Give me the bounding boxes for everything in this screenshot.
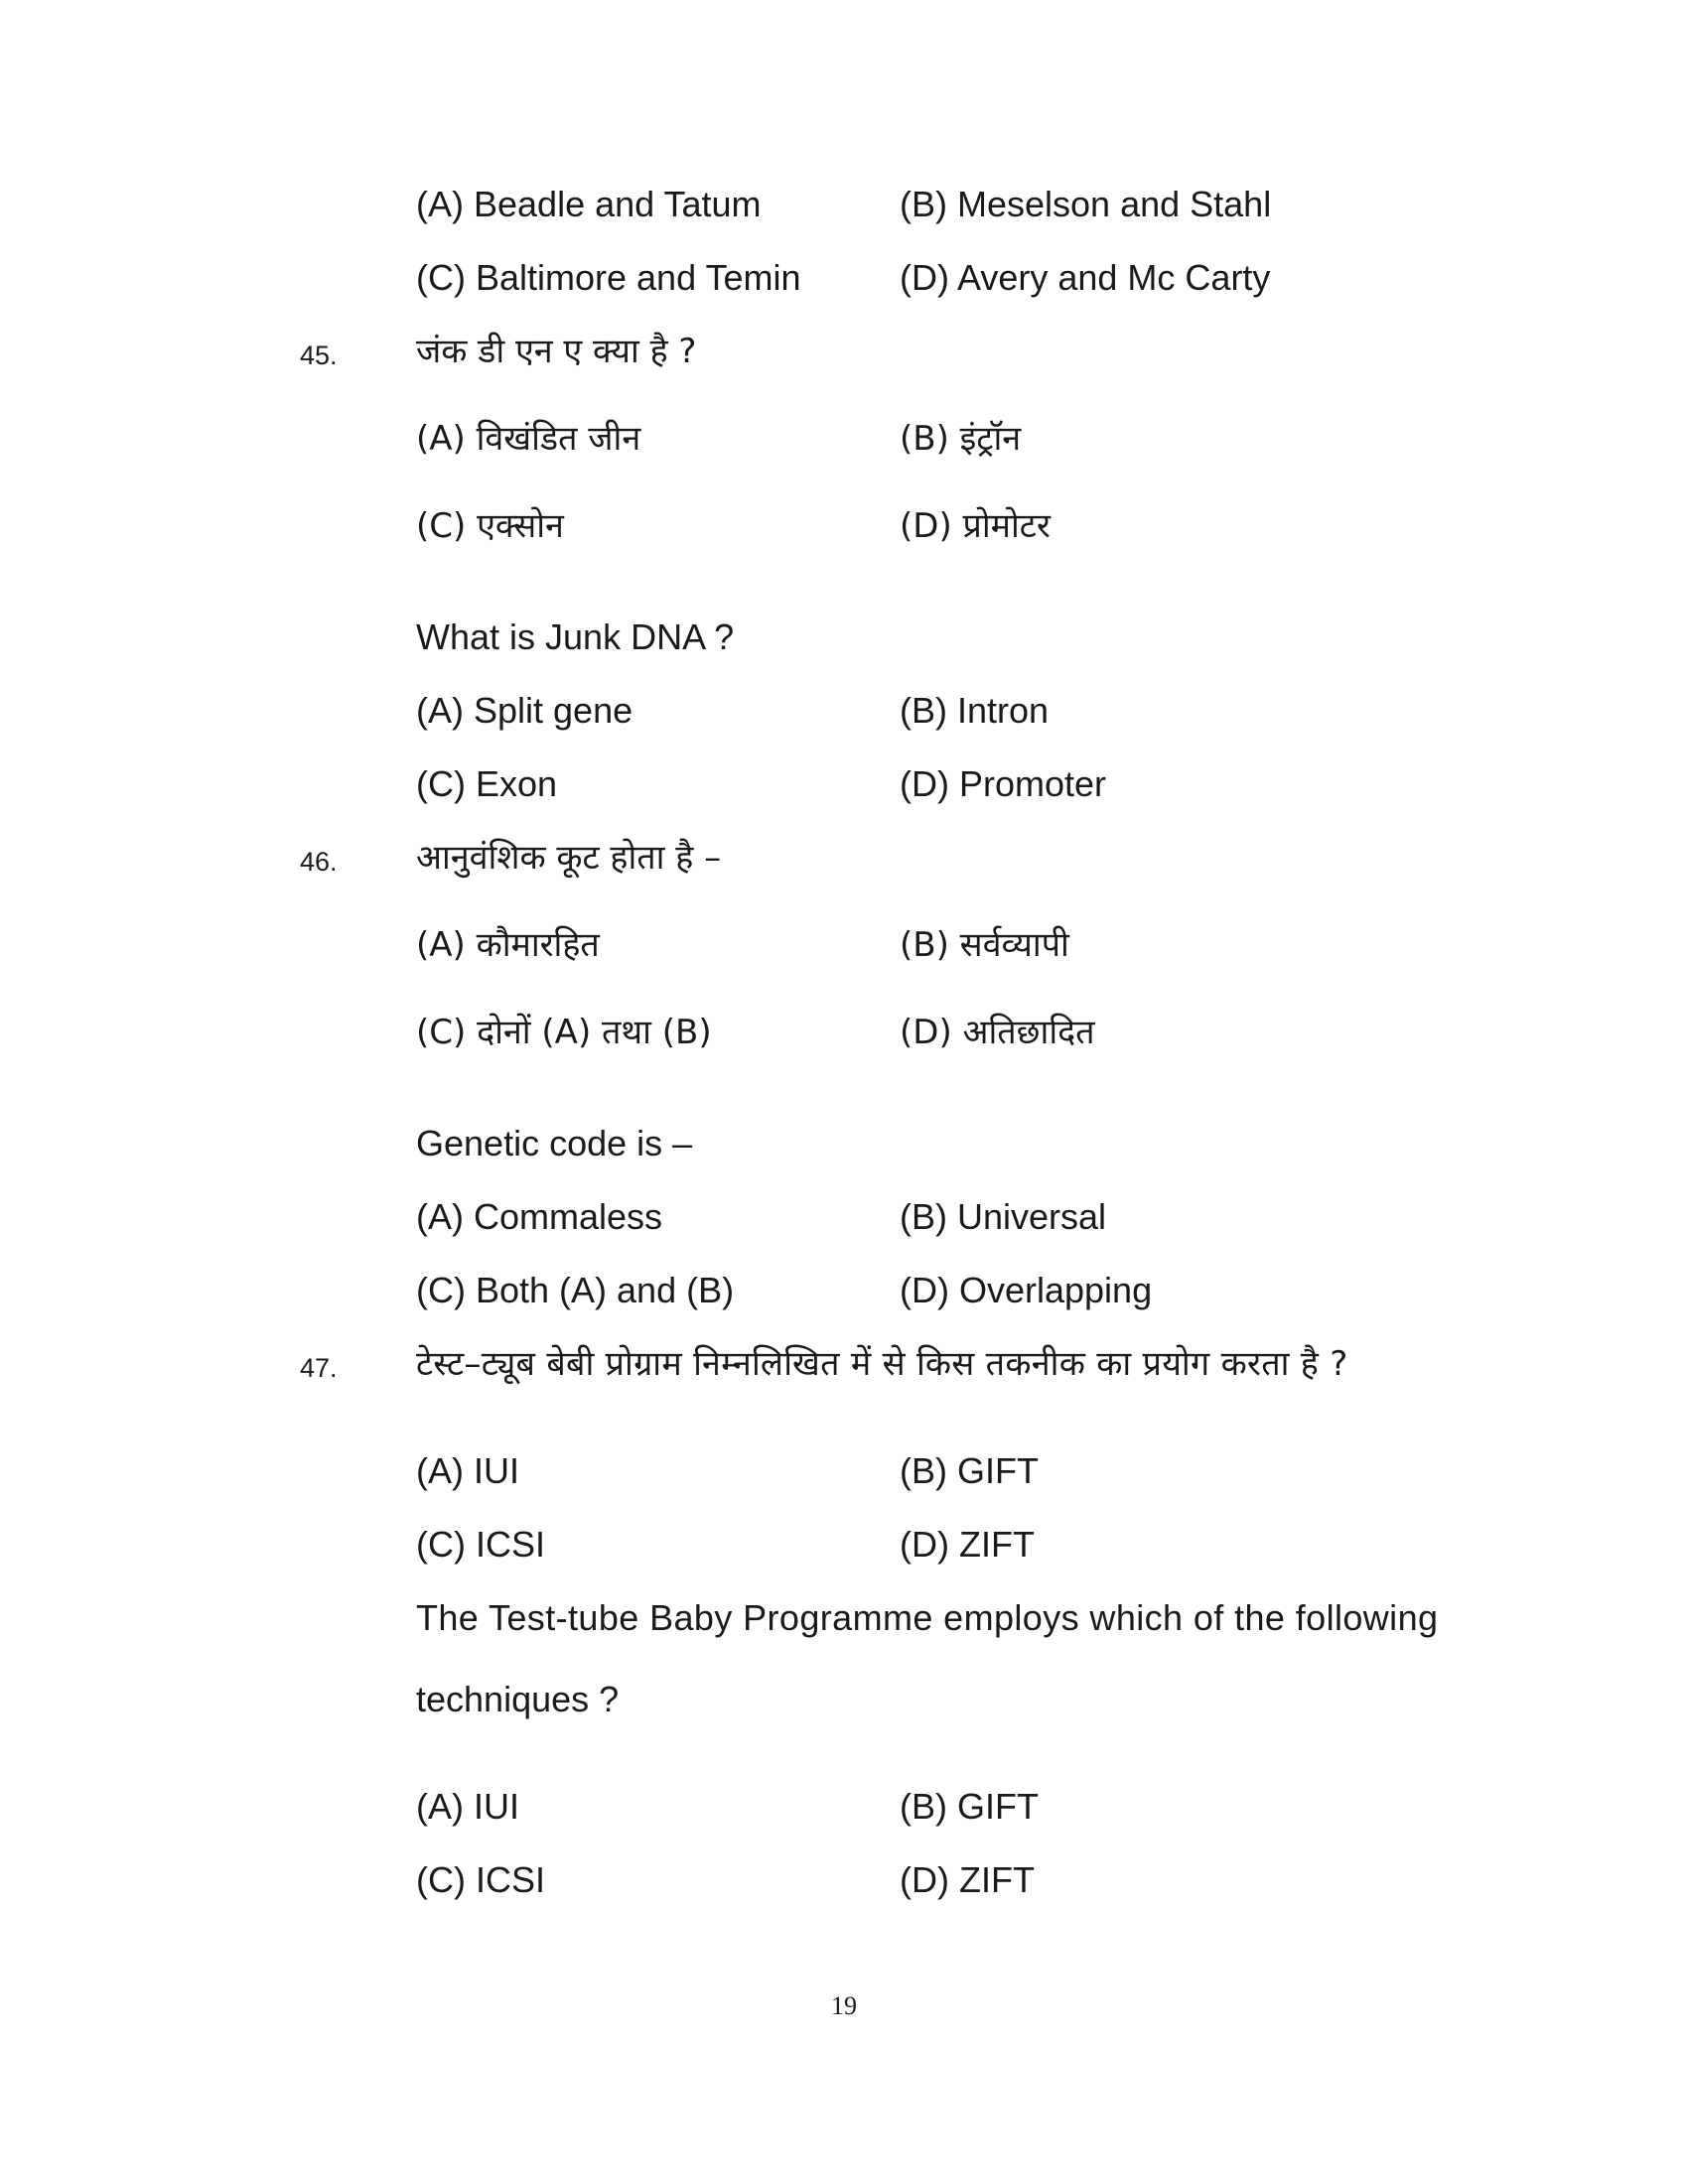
option-a: (A) Split gene [416, 690, 633, 731]
question-text-english: Genetic code is – [416, 1123, 693, 1163]
question-text-hindi: टेस्ट–ट्यूब बेबी प्रोग्राम निम्नलिखित में से किस तकनीक का प्रयोग करता है ? [416, 1344, 1348, 1384]
option-d: (D) ZIFT [900, 1859, 1035, 1900]
question-text-hindi: जंक डी एन ए क्या है ? [416, 332, 697, 371]
option-a: (A) Commaless [416, 1196, 663, 1237]
option-c: (C) Both (A) and (B) [416, 1270, 735, 1310]
question-text-hindi: आनुवंशिक कूट होता है – [416, 838, 722, 878]
option-a: (A) IUI [416, 1786, 519, 1827]
option-c-hindi: (C) दोनों (A) तथा (B) [416, 1013, 712, 1052]
option-a-hindi: (A) विखंडित जीन [416, 419, 641, 459]
option-a: (A) Beadle and Tatum [416, 184, 762, 224]
option-b: (B) Meselson and Stahl [900, 184, 1272, 224]
question-number: 47. [300, 1353, 338, 1383]
question-number: 46. [300, 847, 338, 877]
option-c: (C) ICSI [416, 1524, 545, 1565]
option-b: (B) GIFT [900, 1450, 1039, 1491]
option-b: (B) Intron [900, 690, 1050, 731]
option-d: (D) Avery and Mc Carty [900, 257, 1271, 298]
question-text-english-line-1: The Test-tube Baby Programme employs which of the following [416, 1597, 1439, 1638]
option-d-hindi: (D) अतिछादित [900, 1013, 1095, 1052]
option-a-hindi: (A) कौमारहित [416, 925, 600, 965]
option-d-hindi: (D) प्रोमोटर [900, 506, 1051, 546]
option-c-hindi: (C) एक्सोन [416, 506, 564, 546]
option-a: (A) IUI [416, 1450, 519, 1491]
question-text-english-line-2: techniques ? [416, 1679, 620, 1719]
question-text-english: What is Junk DNA ? [416, 616, 735, 657]
option-c: (C) Exon [416, 763, 558, 804]
option-d: (D) ZIFT [900, 1524, 1035, 1565]
option-b-hindi: (B) सर्वव्यापी [900, 925, 1069, 965]
option-c: (C) Baltimore and Temin [416, 257, 801, 298]
option-d: (D) Overlapping [900, 1270, 1153, 1310]
option-b-hindi: (B) इंट्रॉन [900, 419, 1022, 459]
question-number: 45. [300, 341, 338, 370]
option-b: (B) Universal [900, 1196, 1107, 1237]
page-number: 19 [831, 1991, 857, 2020]
option-d: (D) Promoter [900, 763, 1107, 804]
option-c: (C) ICSI [416, 1859, 545, 1900]
option-b: (B) GIFT [900, 1786, 1039, 1827]
